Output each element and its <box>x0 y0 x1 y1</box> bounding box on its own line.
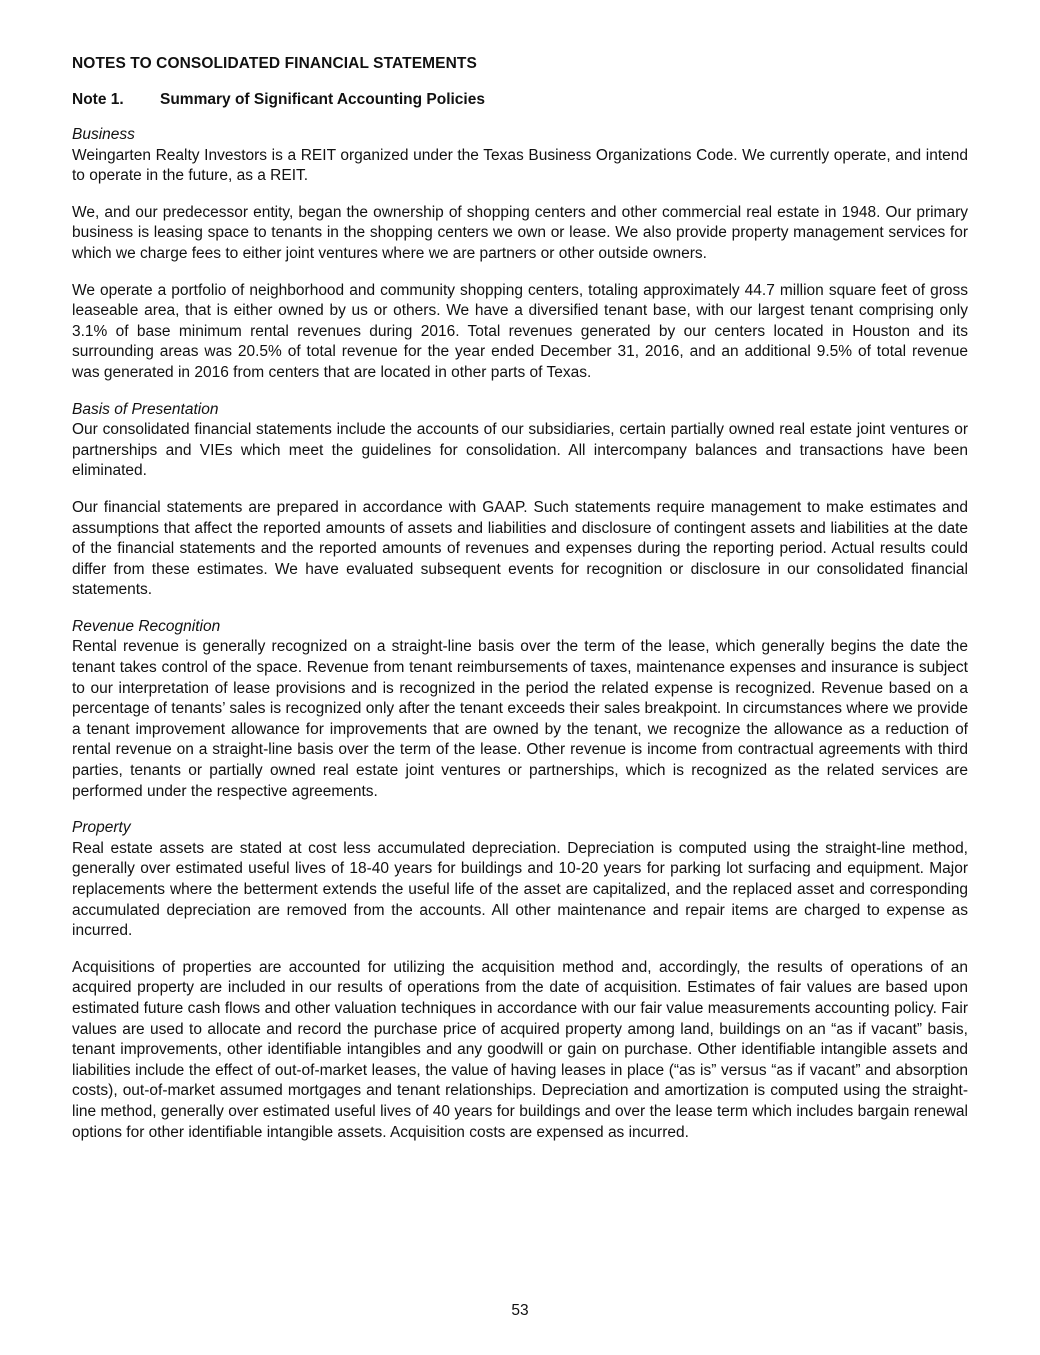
document-title: NOTES TO CONSOLIDATED FINANCIAL STATEMENTS <box>72 55 477 72</box>
note-number: Note 1. <box>72 91 124 108</box>
document-page <box>72 55 968 1159</box>
page-number: 53 <box>511 1302 529 1319</box>
paragraph: Our consolidated financial statements include the accounts of our subsidiaries, certain partially owned real estate joint ventures or partnerships and VIEs which meet the guidelines for consolidation. All intercompany balances and transactions have been eliminated. <box>72 421 968 480</box>
note-heading <box>72 91 968 109</box>
section-property <box>72 818 968 1143</box>
paragraph: We, and our predecessor entity, began the ownership of shopping centers and other commercial real estate in 1948. Our primary business is leasing space to tenants in the shopping centers we own or lease. We also provide property management services for which we charge fees to either joint ventures where we are partners or other outside owners. <box>72 203 968 262</box>
paragraph: Real estate assets are stated at cost less accumulated depreciation. Depreciation is computed using the straight-line method, generally over estimated useful lives of 18-40 years for buildings and 10-20 years for parking lot surfacing and equipment. Major replacements where the betterment extends the useful life of the asset are capitalized, and the replaced asset and corresponding accumulated depreciation are removed from the accounts. All other maintenance and repair items are charged to expense as incurred. <box>72 839 968 940</box>
section-title: Revenue Recognition <box>72 617 221 635</box>
note-title: Summary of Significant Accounting Policies <box>160 91 485 108</box>
section-title: Basis of Presentation <box>72 400 219 418</box>
paragraph: Rental revenue is generally recognized on a straight-line basis over the term of the lease, which generally begins the date the tenant takes control of the space. Revenue from tenant reimbursements of taxes, maintenance expenses and insurance is subject to our interpretation of lease provisions and is recognized in the period the related expense is recognized. Revenue based on a percentage of tenants’ sales is recognized only after the tenant exceeds their sales breakpoint. In circumstances where we provide a tenant improvement allowance for improvements that are owned by the tenant, we recognize the allowance as a reduction of rental revenue on a straight-line basis over the term of the lease. Other revenue is income from contractual agreements with third parties, tenants or partially owned real estate joint ventures or partnerships, which is recognized as the related services are performed under the respective agreements. <box>72 638 968 800</box>
section-title: Business <box>72 126 135 143</box>
paragraph: Our financial statements are prepared in accordance with GAAP. Such statements require management to make estimates and assumptions that affect the reported amounts of assets and liabilities and disclosure of contingent assets and liabilities at the date of the financial statements and the reported amounts of revenues and expenses during the reporting period. Actual results could differ from these estimates. We have evaluated subsequent events for recognition or disclosure in our consolidated financial statements. <box>72 498 968 599</box>
section-title: Property <box>72 819 131 837</box>
section-business <box>72 125 968 384</box>
section-basis-of-presentation <box>72 400 968 601</box>
paragraph: Acquisitions of properties are accounted for utilizing the acquisition method and, accordingly, the results of operations of an acquired property are included in our results of operations from the date of acquisition. Estimates of fair values are based upon estimated future cash flows and other valuation techniques in accordance with our fair value measurements accounting policy. Fair values are used to allocate and record the purchase price of acquired property among land, buildings on an “as if vacant” basis, tenant improvements, other identifiable intangibles and any goodwill or gain on purchase. Other identifiable intangible assets and liabilities include the effect of out-of-market leases, the value of having leases in place (“as is” versus “as if vacant” and absorption costs), out-of-market assumed mortgages and tenant relationships. Depreciation and amortization is computed using the straight-line method, generally over estimated useful lives of 40 years for buildings and over the lease term which includes bargain renewal options for other identifiable intangible assets. Acquisition costs are expensed as incurred. <box>72 958 968 1141</box>
section-revenue-recognition <box>72 617 968 802</box>
paragraph: We operate a portfolio of neighborhood and community shopping centers, totaling approximately 44.7 million square feet of gross leaseable area, that is either owned by us or others. We have a diversified tenant base, with our largest tenant comprising only 3.1% of base minimum rental revenues during 2016. Total revenues generated by our centers located in Houston and its surrounding areas was 20.5% of total revenue for the year ended December 31, 2016, and an additional 9.5% of total revenue was generated in 2016 from centers that are located in other parts of Texas. <box>72 281 968 381</box>
paragraph: Weingarten Realty Investors is a REIT organized under the Texas Business Organizations Code. We currently operate, and intend to operate in the future, as a REIT. <box>72 146 968 185</box>
